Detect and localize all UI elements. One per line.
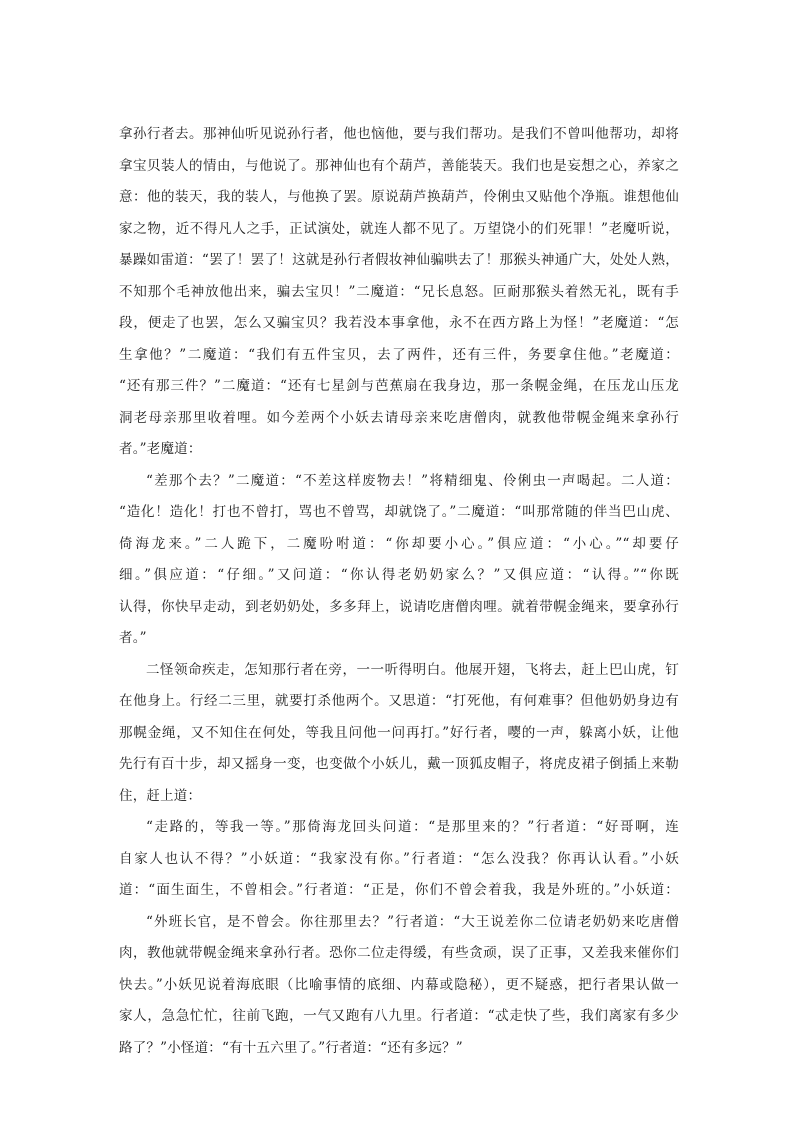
text-line: 先行有百十步，却又摇身一变，也变做个小妖儿，戴一顶狐皮帽子，将虎皮裙子倒插上来勒 [119,756,679,772]
text-line: 快去。”小妖见说着海底眼（比喻事情的底细、内幕或隐秘），更不疑惑，把行者果认做一 [119,976,679,993]
text-line: 段，便走了也罢，怎么又骗宝贝？我若没本事拿他，永不在西方路上为怪！”老魔道：“怎 [119,315,679,331]
text-line: 自家人也认不得？”小妖道：“我家没有你。”行者道：“怎么没我？你再认认看。”小妖 [119,850,679,867]
text-line: 者。”老魔道： [119,441,202,457]
text-line: 在他身上。行经二三里，就要打杀他两个。又思道：“打死他，有何难事？但他奶奶身边有 [119,693,679,709]
paragraph-5 [119,907,679,1065]
paragraph-1 [119,119,679,466]
text-line: 者。” [119,630,147,646]
paragraph-4 [119,812,679,907]
text-line: “外班长官，是不曾会。你往那里去？”行者道：“大王说差你二位请老奶奶来吃唐僧 [146,913,679,930]
text-line: 路了？”小怪道：“有十五六里了。”行者道：“还有多远？” [119,1039,463,1056]
text-line: “走路的，等我一等。”那倚海龙回头问道：“是那里来的？”行者道：“好哥啊，连 [146,819,679,835]
text-line: 那幌金绳，又不知住在何处，等我且问他一问再打。”好行者，嘤的一声，躲离小妖，让他 [119,724,679,741]
text-line: “差那个去？”二魔道：“不差这样废物去！”将精细鬼、伶俐虫一声喝起。二人道： [146,472,679,489]
paragraph-2 [119,466,679,655]
text-line: 家之物，近不得凡人之手，正试演处，就连人都不见了。万望饶小的们死罪！”老魔听说， [119,220,679,237]
text-line: 细。”俱应道：“仔细。”又问道：“你认得老奶奶家么？”又俱应道：“认得。”“你既 [119,567,679,583]
text-line: 生拿他？”二魔道：“我们有五件宝贝，去了两件，还有三件，务要拿住他。”老魔道： [119,346,679,363]
text-line: 倚海龙来。”二人跪下，二魔吩咐道：“你却要小心。”俱应道：“小心。”“却要仔 [119,535,679,552]
text-line: 家人，急急忙忙，往前飞跑，一气又跑有八九里。行者道：“忒走快了些，我们离家有多少 [119,1008,679,1024]
paragraph-3 [119,655,679,813]
text-line: 肉，教他就带幌金绳来拿孙行者。恐你二位走得缓，有些贪顽，误了正事，又差我来催你们 [119,945,679,961]
text-line: 拿孙行者去。那神仙听见说孙行者，他也恼他，要与我们帮功。是我们不曾叫他帮功，却将 [119,126,679,142]
text-line: 洞老母亲那里收着哩。如今差两个小妖去请母亲来吃唐僧肉，就教他带幌金绳来拿孙行 [119,409,679,426]
text-line: 意：他的装天，我的装人，与他换了罢。原说葫芦换葫芦，伶俐虫又贴他个净瓶。谁想他仙 [119,189,679,205]
text-line: 二怪领命疾走，怎知那行者在旁，一一听得明白。他展开翅，飞将去，赶上巴山虎，钉 [146,661,679,678]
text-line: 暴躁如雷道：“罢了！罢了！这就是孙行者假妆神仙骗哄去了！那猴头神通广大，处处人熟， [119,252,679,268]
text-line: “还有那三件？”二魔道：“还有七星剑与芭蕉扇在我身边，那一条幌金绳，在压龙山压龙 [119,378,679,394]
text-line: 住，赶上道： [119,787,202,804]
text-line: 道：“面生面生，不曾相会。”行者道：“正是，你们不曾会着我，我是外班的。”小妖道： [119,882,679,898]
text-line: 拿宝贝装人的情由，与他说了。那神仙也有个葫芦，善能装天。我们也是妄想之心，养家之 [119,157,679,174]
text-line: “造化！造化！打也不曾打，骂也不曾骂，却就饶了。”二魔道：“叫那常随的伴当巴山虎、 [119,504,679,520]
text-line: 认得，你快早走动，到老奶奶处，多多拜上，说请吃唐僧肉哩。就着带幌金绳来，要拿孙行 [119,598,679,615]
body-text [119,119,679,1064]
text-line: 不知那个毛神放他出来，骗去宝贝！”二魔道：“兄长息怒。叵耐那猴头着然无礼，既有手 [119,283,679,300]
